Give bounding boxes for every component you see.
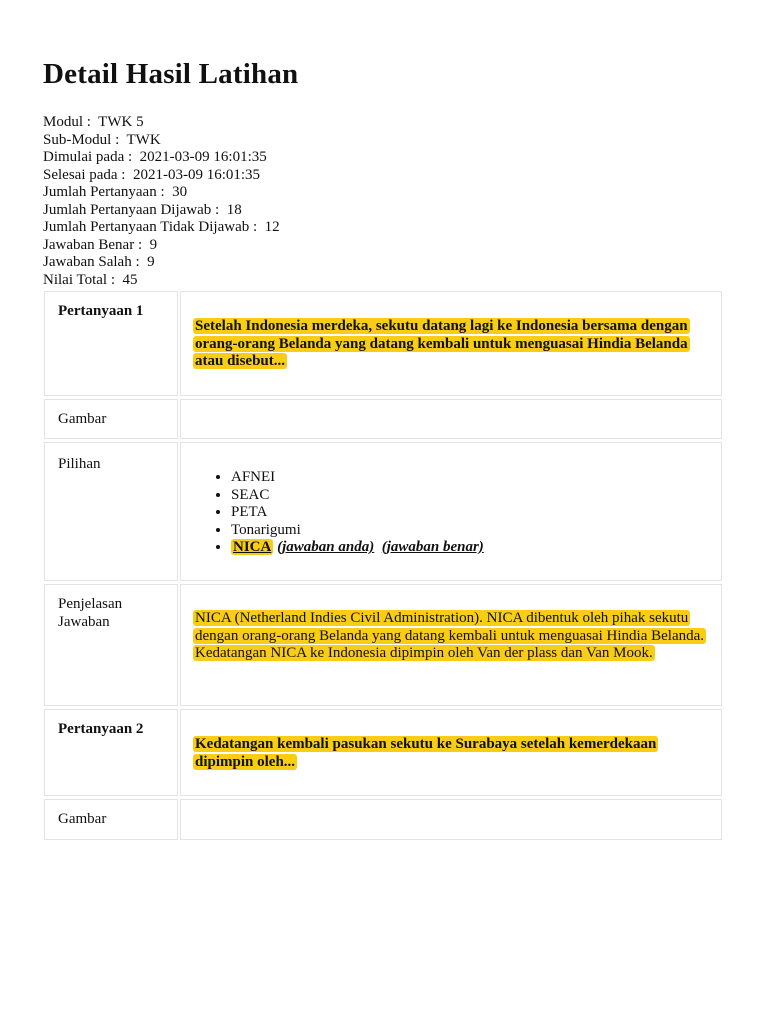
table-row [44,291,722,396]
table-row [44,584,722,706]
meta-wrong: Jawaban Salah : 9 [43,254,155,270]
question-1-explanation [180,584,722,706]
meta-total-questions: Jumlah Pertanyaan : 30 [43,184,188,200]
option-item: • AFNEI [231,469,709,487]
meta-score: Nilai Total : 45 [43,271,138,288]
question-2-image-label: Gambar [44,799,178,840]
results-table [44,291,722,843]
option-item-selected [231,539,709,557]
question-1-options [180,442,722,581]
meta-unanswered: Jumlah Pertanyaan Tidak Dijawab : 12 [43,219,280,235]
question-1-image [180,399,722,439]
table-row [44,442,722,581]
page-title: Detail Hasil Latihan [43,58,299,90]
options-list [193,469,709,557]
question-2-label: Pertanyaan 2 [44,709,178,796]
question-1-text [180,291,722,396]
summary-meta [43,114,280,289]
question-2-highlight: Kedatangan kembali pasukan sekutu ke Surabaya setelah kemerdekaan dipimpin oleh... [195,736,657,770]
explanation-highlight: NICA (Netherland Indies Civil Administration). NICA dibentuk oleh pihak sekutu dengan orang-orang Belanda yang datang kembali untuk menguasai Hindia Belanda. Kedatangan NICA ke Indonesia dipimpin oleh Van der plass dan Van Mook. [195,610,705,661]
table-row [44,799,722,840]
option-item: • SEAC [231,487,709,505]
question-1-highlight: Setelah Indonesia merdeka, sekutu datang lagi ke Indonesia bersama dengan orang-orang Belanda yang datang kembali untuk menguasai Hindia Belanda atau disebut... [195,318,688,369]
question-1-image-label: Gambar [44,399,178,439]
correct-answer-tag: (jawaban benar) [381,539,484,555]
your-answer-tag: (jawaban anda) [277,539,375,555]
meta-correct: Jawaban Benar : 9 [43,236,158,253]
option-item: • Tonarigumi [231,522,709,540]
selected-option: NICA [233,539,272,555]
option-item: • PETA [231,504,709,522]
meta-modul: Modul : TWK 5 [43,114,144,130]
meta-answered: Jumlah Pertanyaan Dijawab : 18 [43,201,242,218]
question-1-options-label: Pilihan [44,442,178,581]
question-1-explanation-label: Penjelasan Jawaban [44,584,178,706]
question-2-image [180,799,722,840]
meta-start: Dimulai pada : 2021-03-09 16:01:35 [43,149,267,165]
table-row [44,399,722,439]
meta-sub-modul: Sub-Modul : TWK [43,131,161,148]
meta-end: Selesai pada : 2021-03-09 16:01:35 [43,166,261,183]
question-2-text [180,709,722,796]
table-row [44,709,722,796]
question-1-label: Pertanyaan 1 [44,291,178,396]
